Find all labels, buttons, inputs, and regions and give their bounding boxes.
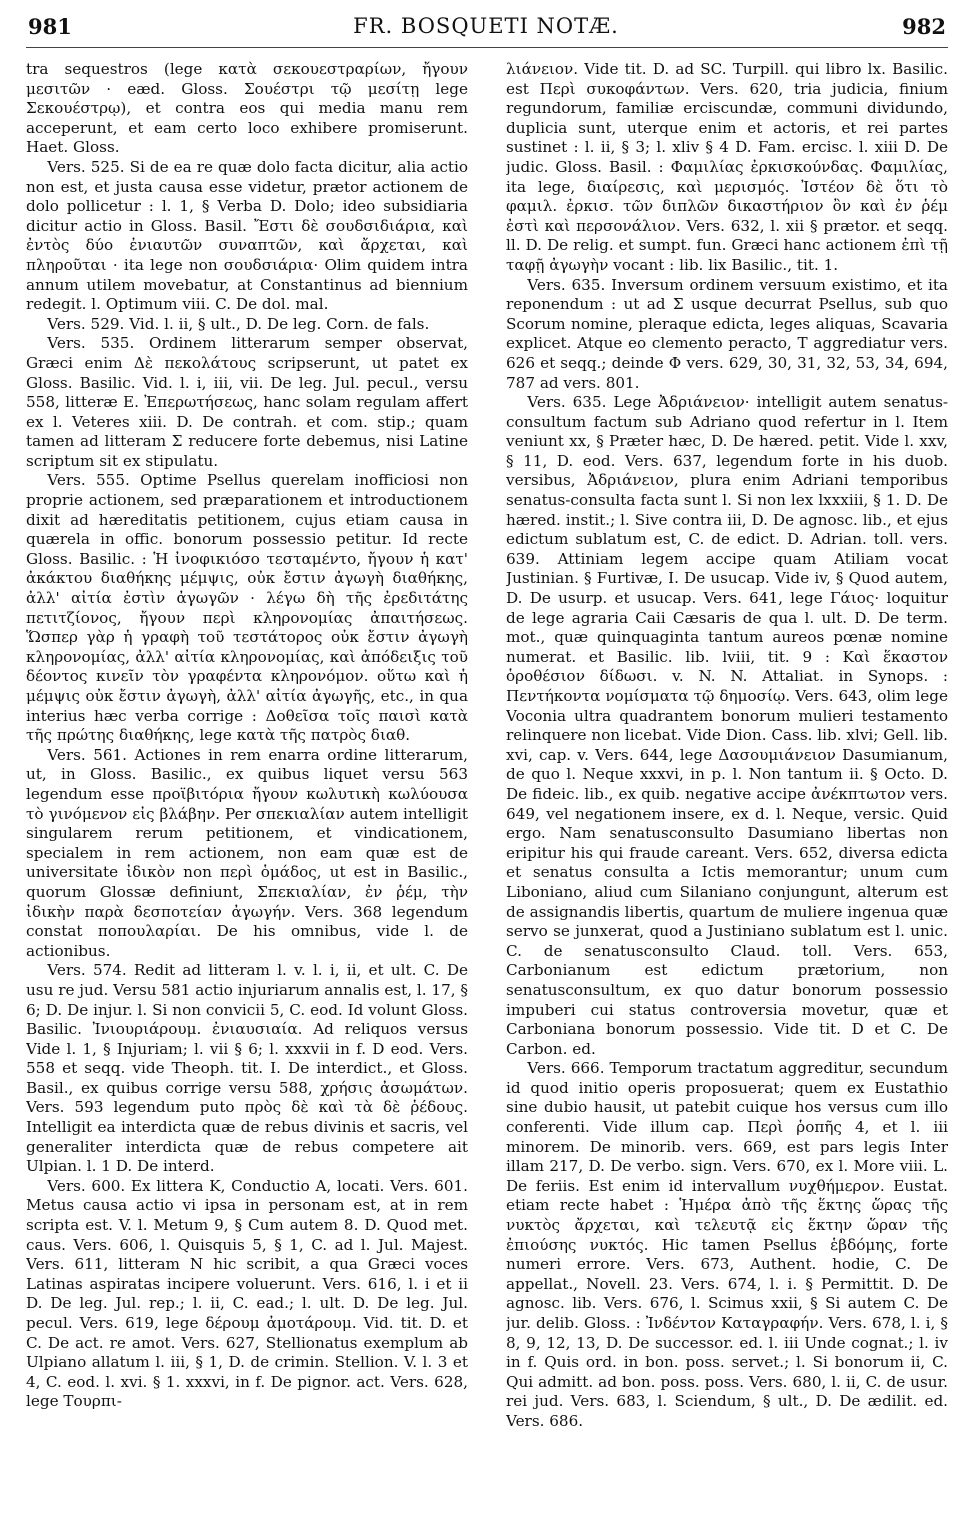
paragraph: Vers. 666. Temporum tractatum aggreditur, secundum id quod initio operis proposuerat; quem ex Eustathio sine dubio hausit, ut patebit cuique hos versus cum illo conferenti. Vide illum cap. Περὶ ῥοπῆς 4, et l. iii minorem. De minorib. vers. 669, est pars legis Inter illam 217, D. De verbo. sign. Vers. 670, ex l. More viii. L. De feriis. Est enim id intervallum νυχθήμερον. Eustat. etiam recte habet : Ἡμέρα ἀπὸ τῆς ἕκτης ὥρας τῆς νυκτὸς ἄρχεται, καὶ τελευτᾷ εἰς ἕκτην ὥραν τῆς ἐπιούσης νυκτός. Hic tamen Psellus ἑβδόμης, forte numeri errore. Vers. 673, Authent. hodie, C. De appellat., Novell. 23. Vers. 674, l. i. § Permittit. D. De agnosc. lib. Vers. 676, l. Scimus xxii, § Si autem C. De jur. delib. Gloss. : Ἰνδέντον Καταγραφήν. Vers. 678, l. i, § 8, 9, 12, 13, D. De successor. ed. l. iii Unde cognat.; l. iv in f. Quis ord. in bon. poss. servet.; l. Si bonorum ii, C. Qui admitt. ad bon. poss. poss. Vers. 680, l. ii, C. de usur. rei jud. Vers. 683, l. Sciendum, § ult., D. De ædilit. ed. Vers. 686. bbox=[506, 1059, 948, 1430]
paragraph: Vers. 635. Lege Ἀδριάνειον· intelligit autem senatus-consultum factum sub Adriano quod refertur in l. Item veniunt xx, § Præter hæc, D. De hæred. petit. Vide l. xxv, § 11, D. eod. Vers. 637, legendum forte in his duob. versibus, Ἀδριάνειον, plura enim Adriani temporibus senatus-consulta facta sunt l. Si non lex lxxxiii, § 1. D. De hæred. instit.; l. Sive contra iii, D. De agnosc. lib., et ejus edictum sublatum est, C. de edict. D. Adrian. toll. vers. 639. Attiniam legem accipe quam Atiliam vocat Justinian. § Furtivæ, I. De usucap. Vide iv, § Quod autem, D. De usurp. et usucap. Vers. 641, lege Γάιος· loquitur de lege agraria Caii Cæsaris de qua l. ult. D. De term. mot., quæ quinquaginta tantum aureos pœnæ nomine numerat. et Basilic. lib. lviii, tit. 9 : Καὶ ἕκαστον ὁροθέσιον δίδωσι. v. N. N. Attaliat. in Synops. : Πεντήκοντα νομίσματα τῷ δημοσίῳ. Vers. 643, olim lege Voconia ultra quadrantem bonorum mulieri testamento relinquere non licebat. Vide Dion. Cass. lib. xlvi; Gell. lib. xvi, cap. v. Vers. 644, lege Δασουμιάνειον Dasumianum, de quo l. Neque xxxvi, in p. l. Non tantum ii. § Octo. D. De fideic. lib., ex quib. negative accipe ἀνέκπτωτον vers. 649, vel negationem insere, ex d. l. Neque, versic. Quid ergo. Nam senatusconsulto Dasumiano libertas non eripitur his qui fraude careant. Vers. 652, diversa edicta et senatus consulta a Ictis memorantur; unum cum Liboniano, aliud cum Silaniano conjungunt, alterum est de assignandis libertis, quartum de muliere ingenua quæ servo se junxerat, quod a Justiniano sublatum est l. unic. C. de senatusconsulto Claud. toll. Vers. 653, Carbonianum est edictum prætorium, non senatusconsultum, ex quo datur bonorum possessio impuberi cui status controversia movetur, quæ et Carboniana bonorum possessio. Vide tit. D et C. De Carbon. ed. bbox=[506, 393, 948, 1058]
paragraph: Vers. 529. Vid. l. ii, § ult., D. De leg. Corn. de fals. bbox=[47, 314, 430, 333]
right-column bbox=[506, 60, 948, 1532]
page-header bbox=[0, 6, 972, 44]
paragraph: Vers. 635. Inversum ordinem versuum existimo, et ita reponendum : ut ad Σ usque decurrat Psellus, sub quo Scorum nomine, pleraque edicta, leges aliquas, Scavaria explicet. Atque eo clemento peracto, T aggrediatur vers. 626 et seqq.; deinde Φ vers. 629, 30, 31, 32, 53, 34, 694, 787 ad vers. 801. bbox=[506, 275, 948, 392]
paragraph: λιάνειον. Vide tit. D. ad SC. Turpill. qui libro lx. Basilic. est Περὶ συκοφάντων. Vers. 620, tria judicia, finium regundorum, familiæ erciscundæ, communi dividundo, duplicia sunt, uterque enim et actoris, et rei partes sustinet : l. ii, § 3; l. xliv § 4 D. Fam. ercisc. l. xiii D. De judic. Gloss. Basil. : Φαμιλίας ἐρκισκούνδας. Φαμιλίας, ita lege, διαίρεσις, καὶ μερισμός. Ἰστέον δὲ ὅτι τὸ φαμιλ. ἐρκισ. τῶν διπλῶν δικαστήριον ὂν καὶ ἐν ῥέμ ἐστὶ καὶ περσονάλιον. Vers. 632, l. xii § prætor. et seqq. ll. D. De relig. et sumpt. fun. Græci hanc actionem ἐπὶ τῇ ταφῇ ἀγωγὴν vocant : lib. lix Basilic., tit. 1. bbox=[506, 60, 948, 274]
left-column bbox=[26, 60, 468, 1532]
header-rule bbox=[26, 47, 948, 48]
page-number-left: 981 bbox=[28, 14, 72, 39]
paragraph: Vers. 600. Ex littera K, Conductio A, locati. Vers. 601. Metus causa actio vi ipsa in personam est, at in rem scripta est. V. l. Metum 9, § Cum autem 8. D. Quod met. caus. Vers. 606, l. Quisquis 5, § 1, C. ad l. Jul. Majest. Vers. 611, litteram N hic scribit, a qua Græci voces Latinas aspiratas incipere voluerunt. Vers. 616, l. i et ii D. De leg. Jul. rep.; l. ii, C. ead.; l. ult. D. De leg. Jul. pecul. Vers. 619, lege δέρουμ ἀμοτάρουμ. Vid. tit. D. et C. De act. re amot. Vers. 627, Stellionatus exemplum ab Ulpiano allatum l. iii, § 1, D. de crimin. Stellion. V. l. 3 et 4, C. eod. l. xvi. § 1. xxxvi, in f. De pignor. act. Vers. 628, lege Τουρπι- bbox=[26, 1176, 468, 1411]
paragraph: Vers. 525. Si de ea re quæ dolo facta dicitur, alia actio non est, et justa causa esse videtur, prætor actionem de dolo pollicetur : l. 1, § Verba D. Dolo; ideo subsidiaria dicitur actio in Gloss. Basil. Ἔστι δὲ σουδσιδιάρια, καὶ ἐντὸς δύο ἐνιαυτῶν συναπτῶν, καὶ ἄρχεται, καὶ πληροῦται · ita lege non σουδσιάρια· Olim quidem intra annum utilem movebatur, at Constantinus ad biennium redegit. l. Optimum viii. C. De dol. mal. bbox=[26, 157, 468, 314]
running-title: FR. BOSQUETI NOTÆ. bbox=[353, 14, 619, 38]
paragraph: Vers. 561. Actiones in rem enarra ordine litterarum, ut, in Gloss. Basilic., ex quibus liquet versu 563 legendum esse προϊβιτόρια ἤγουν κωλυτικὴ κωλύουσα τὸ γινόμενον εἰς βλάβην. Per σπεκιαλίαν autem intelligit singularem rerum petitionem, et vindicationem, specialem in rem actionem, non eam quæ est de universitate ἰδικὸν non περὶ ὁμάδος, ut est in Basilic., quorum Glossæ definiunt, Σπεκιαλίαν, ἐν ῥέμ, τὴν ἰδικὴν παρὰ δεσποτείαν ἀγωγήν. Vers. 368 legendum constat ποπουλαρίαι. De his omnibus, vide l. de actionibus. bbox=[26, 745, 468, 960]
paragraph: Vers. 555. Optime Psellus querelam inofficiosi non proprie actionem, sed præparationem et introductionem dixit ad hæreditatis petitionem, cujus etiam causa in quærela in offic. bonorum possessio petitur. Id recte Gloss. Basilic. : Ἡ ἰνοφικιόσο τεσταμέντο, ἤγουν ἡ κατ' ἀκάκτου διαθήκης μέμψις, οὐκ ἔστιν ἀγωγὴ διαθήκης, ἀλλ' αἰτία ἐστὶν ἀγωγῶν · λέγω δὴ τῆς ἐρεδιτάτης πετιτζίονος, ἤγουν περὶ κληρονομίας ἀπαιτήσεως. Ὥσπερ γὰρ ἡ γραφὴ τοῦ τεστάτορος οὐκ ἔστιν ἀγωγὴ κληρονομίας, ἀλλ' αἰτία κληρονομίας, καὶ ἀπόδειξις τοῦ δέοντος κινεῖν τὸν γραφέντα κληρονόμον. οὕτω καὶ ἡ μέμψις οὐκ ἔστιν ἀγωγὴ, ἀλλ' αἰτία ἀγωγῆς, etc., in qua interius hæc verba corrige : Δοθεῖσα τοῖς παισὶ κατὰ τῆς πρώτης διαθήκης, lege κατὰ τῆς πατρὸς διαθ. bbox=[26, 471, 468, 745]
paragraph: tra sequestros (lege κατὰ σεκουεστραρίων, ἤγουν μεσιτῶν · eæd. Gloss. Σουέστρι τῷ μεσίτῃ lege Σεκουέστρῳ), et contra eos qui media manu rem acceperunt, et eam certo loco exhibere promiserunt. Haet. Gloss. bbox=[26, 60, 468, 157]
paragraph: Vers. 574. Redit ad litteram l. v. l. i, ii, et ult. C. De usu re jud. Versu 581 actio injuriarum annalis est, l. 17, § 6; D. De injur. l. Si non convicii 5, C. eod. Id volunt Gloss. Basilic. Ἰνιουριάρουμ. ἐνιαυσιαία. Ad reliquos versus Vide l. 1, § Injuriam; l. vii § 6; l. xxxvii in f. D eod. Vers. 558 et seqq. vide Theoph. tit. I. De interdict., et Gloss. Basil., ex quibus corrige versu 588, χρήσις ἀσωμάτων. Vers. 593 legendum puto πρὸς δὲ καὶ τὰ δὲ ῥέδους. Intelligit ea interdicta quæ de rebus divinis et sacris, vel generaliter interdicta quæ de rebus competere ait Ulpian. l. 1 D. De interd. bbox=[26, 961, 468, 1176]
paragraph: Vers. 535. Ordinem litterarum semper observat, Græci enim Δὲ πεκολάτους scripserunt, ut patet ex Gloss. Basilic. Vid. l. i, iii, vii. De leg. Jul. pecul., versu 558, litteræ E. Ἐπερωτήσεως, hanc solam regulam affert ex l. Veteres xiii. D. De contrah. et com. stip.; quam tamen ad litteram Σ reducere forte debemus, nisi Latine scriptum sit ex stipulatu. bbox=[26, 334, 468, 470]
page-number-right: 982 bbox=[902, 14, 946, 39]
